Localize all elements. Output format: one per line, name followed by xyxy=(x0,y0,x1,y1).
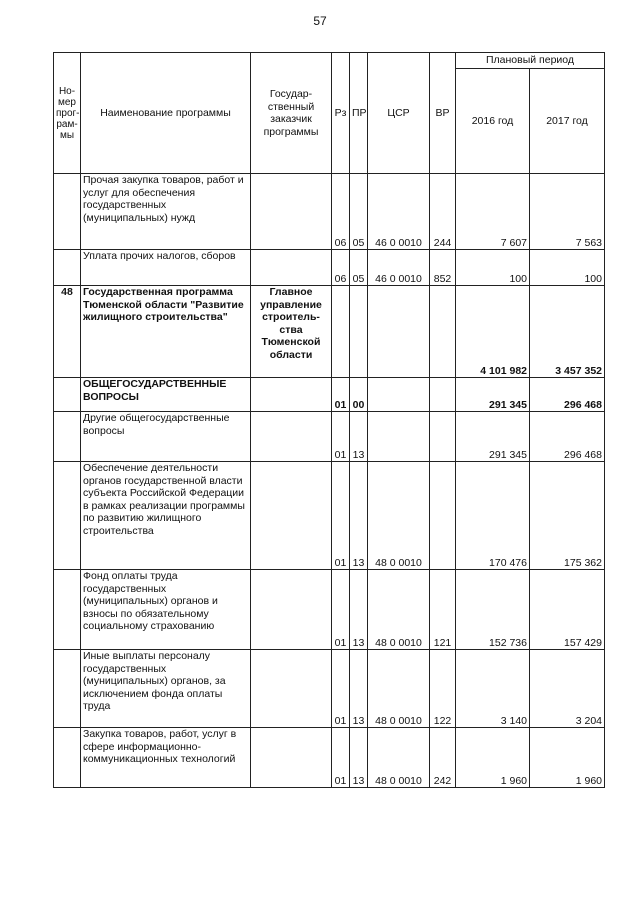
program-name-cell: Фонд оплаты труда государственных (муниципальных) органов и взносы по обязательному социальному страхованию xyxy=(81,570,251,650)
program-name-cell: Обеспечение деятельности органов государственной власти субъекта Российской Федерации в рамках реализации программы по развитию жилищного строительства xyxy=(81,462,251,570)
customer-cell xyxy=(251,650,332,728)
csr-cell xyxy=(368,378,430,412)
customer-cell xyxy=(251,412,332,462)
table-row xyxy=(54,378,605,412)
header-vr: ВР xyxy=(430,53,456,174)
header-program-name: Наименование программы xyxy=(81,53,251,174)
csr-cell: 48 0 0010 xyxy=(368,462,430,570)
rz-cell xyxy=(332,286,350,378)
program-number-cell xyxy=(54,650,81,728)
year-2016-cell: 100 xyxy=(456,250,530,286)
header-pr: ПР xyxy=(350,53,368,174)
rz-cell: 01 xyxy=(332,650,350,728)
csr-cell: 48 0 0010 xyxy=(368,728,430,788)
year-2017-cell: 296 468 xyxy=(530,412,605,462)
year-2017-cell: 175 362 xyxy=(530,462,605,570)
rz-cell: 01 xyxy=(332,728,350,788)
program-name-cell: Другие общегосударственные вопросы xyxy=(81,412,251,462)
year-2017-cell: 3 204 xyxy=(530,650,605,728)
header-year-2017: 2017 год xyxy=(530,69,605,174)
csr-cell: 48 0 0010 xyxy=(368,570,430,650)
vr-cell: 121 xyxy=(430,570,456,650)
customer-cell xyxy=(251,250,332,286)
pr-cell: 13 xyxy=(350,728,368,788)
customer-cell xyxy=(251,728,332,788)
program-number-cell xyxy=(54,412,81,462)
year-2016-cell: 3 140 xyxy=(456,650,530,728)
customer-cell xyxy=(251,462,332,570)
year-2017-cell: 3 457 352 xyxy=(530,286,605,378)
rz-cell: 06 xyxy=(332,174,350,250)
vr-cell xyxy=(430,462,456,570)
vr-cell xyxy=(430,412,456,462)
year-2016-cell: 291 345 xyxy=(456,412,530,462)
header-csr: ЦСР xyxy=(368,53,430,174)
table-row xyxy=(54,286,605,378)
pr-cell: 05 xyxy=(350,174,368,250)
table-row xyxy=(54,650,605,728)
vr-cell xyxy=(430,378,456,412)
csr-cell: 46 0 0010 xyxy=(368,250,430,286)
vr-cell xyxy=(430,286,456,378)
program-name-cell: Закупка товаров, работ, услуг в сфере информационно-коммуникационных технологий xyxy=(81,728,251,788)
csr-cell: 48 0 0010 xyxy=(368,650,430,728)
program-name-cell: Государственная программа Тюменской области "Развитие жилищного строительства" xyxy=(81,286,251,378)
program-number-cell: 48 xyxy=(54,286,81,378)
program-number-cell xyxy=(54,250,81,286)
page-number: 57 xyxy=(313,14,327,28)
csr-cell xyxy=(368,286,430,378)
pr-cell: 13 xyxy=(350,412,368,462)
vr-cell: 244 xyxy=(430,174,456,250)
customer-cell xyxy=(251,378,332,412)
header-program-number: Но- мер прог- рам- мы xyxy=(54,53,81,174)
program-number-cell xyxy=(54,462,81,570)
year-2016-cell: 1 960 xyxy=(456,728,530,788)
table-row xyxy=(54,728,605,788)
rz-cell: 01 xyxy=(332,378,350,412)
pr-cell: 13 xyxy=(350,462,368,570)
table-row xyxy=(54,174,605,250)
program-name-cell: Иные выплаты персоналу государственных (муниципальных) органов, за исключением фонда оплаты труда xyxy=(81,650,251,728)
year-2017-cell: 296 468 xyxy=(530,378,605,412)
header-year-2016: 2016 год xyxy=(456,69,530,174)
csr-cell xyxy=(368,412,430,462)
pr-cell: 13 xyxy=(350,650,368,728)
pr-cell: 00 xyxy=(350,378,368,412)
customer-cell: Главное управление строитель-ства Тюменской области xyxy=(251,286,332,378)
program-number-cell xyxy=(54,174,81,250)
table-row xyxy=(54,462,605,570)
year-2016-cell: 152 736 xyxy=(456,570,530,650)
customer-cell xyxy=(251,174,332,250)
rz-cell: 01 xyxy=(332,570,350,650)
vr-cell: 122 xyxy=(430,650,456,728)
table-row xyxy=(54,250,605,286)
year-2016-cell: 7 607 xyxy=(456,174,530,250)
rz-cell: 06 xyxy=(332,250,350,286)
table-row xyxy=(54,412,605,462)
rz-cell: 01 xyxy=(332,462,350,570)
year-2016-cell: 291 345 xyxy=(456,378,530,412)
pr-cell xyxy=(350,286,368,378)
table-body xyxy=(54,174,605,788)
program-number-cell xyxy=(54,728,81,788)
budget-table xyxy=(53,52,605,788)
vr-cell: 852 xyxy=(430,250,456,286)
header-customer: Государ- ственный заказчик программы xyxy=(251,53,332,174)
pr-cell: 13 xyxy=(350,570,368,650)
customer-cell xyxy=(251,570,332,650)
program-number-cell xyxy=(54,570,81,650)
csr-cell: 46 0 0010 xyxy=(368,174,430,250)
header-planned-period: Плановый период xyxy=(456,53,605,69)
program-name-cell: Прочая закупка товаров, работ и услуг для обеспечения государственных (муниципальных) нужд xyxy=(81,174,251,250)
year-2017-cell: 1 960 xyxy=(530,728,605,788)
year-2016-cell: 4 101 982 xyxy=(456,286,530,378)
program-number-cell xyxy=(54,378,81,412)
year-2017-cell: 157 429 xyxy=(530,570,605,650)
program-name-cell: ОБЩЕГОСУДАРСТВЕННЫЕ ВОПРОСЫ xyxy=(81,378,251,412)
rz-cell: 01 xyxy=(332,412,350,462)
vr-cell: 242 xyxy=(430,728,456,788)
program-name-cell: Уплата прочих налогов, сборов xyxy=(81,250,251,286)
year-2017-cell: 7 563 xyxy=(530,174,605,250)
year-2017-cell: 100 xyxy=(530,250,605,286)
year-2016-cell: 170 476 xyxy=(456,462,530,570)
pr-cell: 05 xyxy=(350,250,368,286)
header-rz: Рз xyxy=(332,53,350,174)
table-row xyxy=(54,570,605,650)
